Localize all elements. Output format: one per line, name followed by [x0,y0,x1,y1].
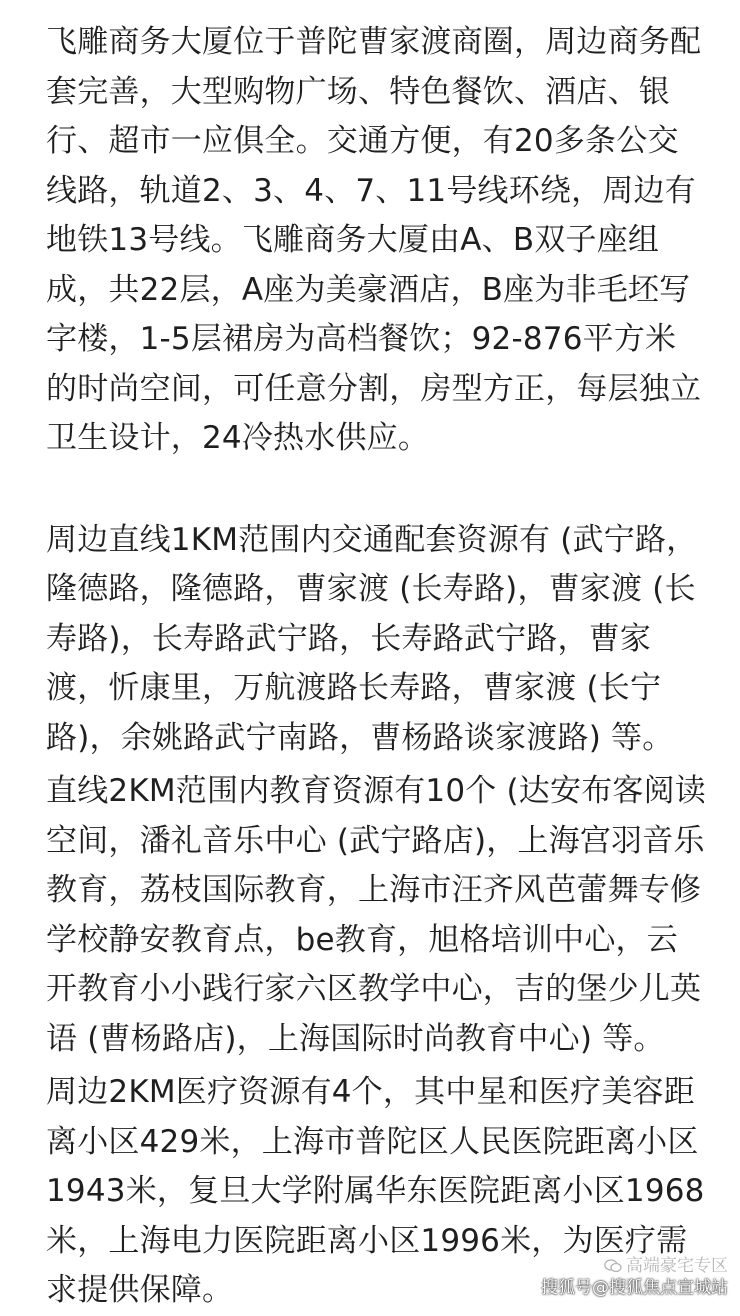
watermark [541,1255,728,1299]
paragraph-medical: 周边2KM医疗资源有4个，其中星和医疗美容距离小区429米，上海市普陀区人民医院距离小区1943米，复旦大学附属华东医院距离小区1968米，上海电力医院距离小区1996米，为医疗需求提供保障。 [46,1074,705,1308]
paragraph-education: 直线2KM范围内教育资源有10个 (达安布客阅读空间，潘礼音乐中心 (武宁路店)，上海宫羽音乐教育，荔枝国际教育，上海市汪齐风芭蕾舞专修学校静安教育点，be教育，旭格培训中心，云开教育小小践行家六区教学中心，吉的堡少儿英语 (曹杨路店)，上海国际时尚教育中心) 等。 [46,773,706,1057]
paragraph-transport: 周边直线1KM范围内交通配套资源有 (武宁路，隆德路，隆德路，曹家渡 (长寿路)，曹家渡 (长寿路)，长寿路武宁路，长寿路武宁路，曹家渡，忻康里，万航渡路长寿路，曹家渡 (长宁路)，余姚路武宁南路，曹杨路谈家渡路) 等。 [46,521,698,756]
paragraph-spacer [46,464,706,516]
article-body [46,18,706,1316]
watermark-source: 搜狐号@搜狐焦点宣城站 [541,1278,728,1298]
wechat-icon [604,1257,622,1271]
watermark-channel [541,1255,728,1277]
watermark-channel-name: 高端豪宅专区 [626,1256,728,1276]
paragraph-overview: 飞雕商务大厦位于普陀曹家渡商圈，周边商务配套完善，大型购物广场、特色餐饮、酒店、银行、超市一应俱全。交通方便，有20多条公交线路，轨道2、3、4、7、11号线环绕，周边有地铁13号线。飞雕商务大厦由A、B双子座组成，共22层，A座为美豪酒店，B座为非毛坯写字楼，1-5层裙房为高档餐饮；92-876平方米的时尚空间，可任意分割，房型方正，每层独立卫生设计，24冷热水供应。 [46,24,702,456]
